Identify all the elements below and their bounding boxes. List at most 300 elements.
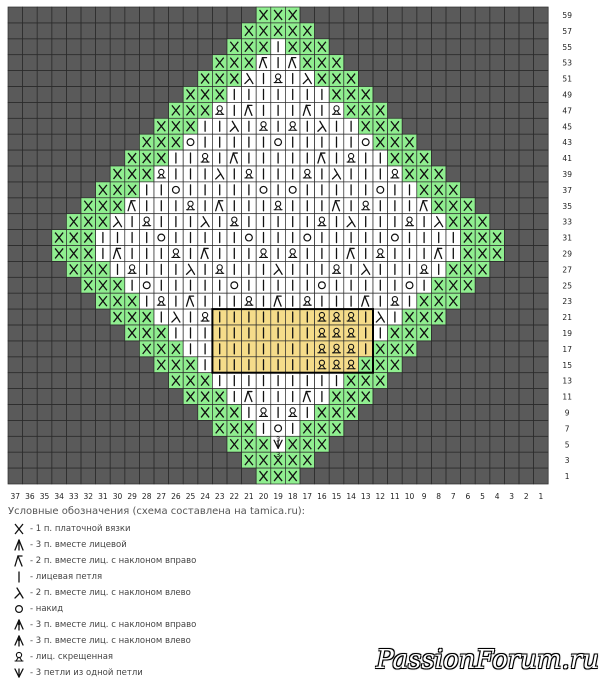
chart-cell-green (139, 150, 154, 166)
chart-cell (242, 246, 257, 262)
chart-cell (271, 293, 286, 309)
chart-cell (256, 277, 271, 293)
chart-cell (285, 341, 300, 357)
k3tog-right-icon (8, 618, 30, 632)
chart-cell (300, 261, 315, 277)
chart-cell-green (154, 357, 169, 373)
chart-cell (212, 309, 227, 325)
chart-cell (242, 405, 257, 421)
chart-cell (271, 118, 286, 134)
chart-cell-green (475, 246, 490, 262)
chart-cell (256, 357, 271, 373)
chart-cell (431, 246, 446, 262)
chart-cell (300, 198, 315, 214)
chart-cell (417, 214, 432, 230)
chart-cell-green (446, 214, 461, 230)
chart-cell-green (242, 436, 257, 452)
chart-cell-green (139, 325, 154, 341)
chart-cell (285, 357, 300, 373)
chart-cell (256, 102, 271, 118)
chart-cell (139, 198, 154, 214)
chart-cell (329, 166, 344, 182)
row-label: 25 (562, 281, 572, 291)
chart-cell-green (212, 420, 227, 436)
chart-cell (417, 261, 432, 277)
chart-cell (169, 150, 184, 166)
chart-cell (198, 293, 213, 309)
column-label: 5 (480, 492, 485, 500)
chart-cell (154, 214, 169, 230)
chart-cell (125, 246, 140, 262)
chart-cell (183, 230, 198, 246)
chart-cell-green (417, 309, 432, 325)
chart-cell-green (417, 166, 432, 182)
row-label: 43 (562, 138, 572, 148)
chart-cell (271, 102, 286, 118)
chart-cell-green (198, 373, 213, 389)
chart-cell-green (358, 102, 373, 118)
chart-cell (227, 166, 242, 182)
chart-cell (285, 182, 300, 198)
legend-item-text: - 3 петли из одной петли (30, 668, 143, 678)
legend-item (8, 585, 448, 601)
chart-cell-green (256, 23, 271, 39)
chart-cell-green (358, 357, 373, 373)
chart-cell-green (139, 166, 154, 182)
chart-cell-green (81, 246, 96, 262)
chart-cell (373, 309, 388, 325)
chart-cell (344, 357, 359, 373)
chart-cell (285, 389, 300, 405)
chart-cell (256, 293, 271, 309)
column-label: 1 (538, 492, 544, 500)
chart-cell (329, 118, 344, 134)
column-label: 2 (523, 492, 529, 500)
chart-cell (300, 357, 315, 373)
column-label: 25 (185, 492, 196, 500)
chart-cell-green (344, 405, 359, 421)
chart-cell (271, 341, 286, 357)
chart-cell (388, 182, 403, 198)
chart-cell (227, 277, 242, 293)
column-label: 26 (171, 492, 181, 500)
column-label: 21 (244, 492, 254, 500)
chart-cell (139, 293, 154, 309)
knit-icon (8, 570, 30, 584)
chart-cell (256, 309, 271, 325)
chart-cell (242, 102, 257, 118)
chart-cell-green (285, 468, 300, 484)
chart-cell (344, 214, 359, 230)
chart-cell (154, 198, 169, 214)
chart-cell-green (461, 214, 476, 230)
chart-cell (417, 246, 432, 262)
chart-cell (344, 150, 359, 166)
chart-cell (110, 246, 125, 262)
column-label: 3 (509, 492, 515, 500)
chart-cell-green (285, 452, 300, 468)
row-label: 39 (562, 169, 572, 179)
row-label: 9 (564, 408, 570, 418)
column-label: 23 (214, 492, 225, 500)
chart-cell (169, 261, 184, 277)
chart-cell (344, 246, 359, 262)
chart-cell-green (227, 420, 242, 436)
chart-cell (402, 246, 417, 262)
chart-cell (183, 309, 198, 325)
chart-cell (315, 150, 330, 166)
chart-cell-green (373, 341, 388, 357)
chart-cell (373, 182, 388, 198)
chart-cell (388, 293, 403, 309)
chart-cell (242, 214, 257, 230)
chart-cell-green (227, 436, 242, 452)
legend-item-text: - 2 п. вместе лиц. с наклоном влево (30, 588, 191, 598)
chart-cell (227, 261, 242, 277)
chart-cell (358, 134, 373, 150)
chart-cell-green (431, 309, 446, 325)
chart-cell (329, 373, 344, 389)
chart-cell-green (329, 389, 344, 405)
chart-cell (417, 198, 432, 214)
chart-cell-green (329, 71, 344, 87)
chart-cell (256, 261, 271, 277)
chart-cell (388, 277, 403, 293)
column-label: 37 (10, 492, 21, 500)
chart-cell (358, 325, 373, 341)
chart-cell (198, 134, 213, 150)
column-label: 24 (200, 492, 210, 500)
chart-cell (242, 166, 257, 182)
chart-cell (227, 246, 242, 262)
chart-cell (183, 150, 198, 166)
chart-cell (139, 214, 154, 230)
chart-cell (300, 214, 315, 230)
chart-cell (315, 87, 330, 103)
chart-cell-green (110, 198, 125, 214)
chart-cell (344, 134, 359, 150)
chart-cell (373, 166, 388, 182)
chart-cell (227, 150, 242, 166)
legend-item (8, 553, 448, 569)
chart-cell-green (52, 246, 67, 262)
chart-cell-green (96, 214, 111, 230)
chart-cell (227, 214, 242, 230)
chart-cell-green (154, 150, 169, 166)
row-label: 13 (562, 376, 572, 386)
chart-cell (315, 325, 330, 341)
chart-cell-green (81, 230, 96, 246)
chart-cell-green (256, 39, 271, 55)
column-label: 15 (331, 492, 342, 500)
chart-cell-green (212, 405, 227, 421)
chart-cell (329, 357, 344, 373)
chart-cell (271, 309, 286, 325)
chart-cell (315, 341, 330, 357)
chart-cell (169, 293, 184, 309)
column-label: 10 (404, 492, 415, 500)
chart-cell (388, 230, 403, 246)
row-label: 31 (562, 233, 572, 243)
chart-cell (198, 198, 213, 214)
chart-cell-green (373, 102, 388, 118)
chart-cell-green (66, 261, 81, 277)
chart-cell (169, 230, 184, 246)
chart-cell-green (373, 357, 388, 373)
chart-cell (256, 71, 271, 87)
chart-cell-green (96, 198, 111, 214)
chart-cell (300, 389, 315, 405)
chart-cell (125, 277, 140, 293)
chart-cell (344, 277, 359, 293)
chart-cell (198, 309, 213, 325)
chart-cell-green (139, 134, 154, 150)
chart-cell-green (227, 405, 242, 421)
chart-cell (315, 182, 330, 198)
chart-cell (329, 214, 344, 230)
chart-cell (139, 277, 154, 293)
chart-cell-green (461, 230, 476, 246)
chart-cell-green (198, 405, 213, 421)
chart-cell (154, 246, 169, 262)
chart-cell (329, 341, 344, 357)
chart-cell-green (315, 405, 330, 421)
chart-cell-green (271, 23, 286, 39)
chart-cell-green (431, 182, 446, 198)
chart-cell (242, 118, 257, 134)
chart-cell (285, 166, 300, 182)
chart-cell (373, 246, 388, 262)
chart-cell-green (198, 87, 213, 103)
chart-cell-green (388, 325, 403, 341)
chart-cell-green (475, 230, 490, 246)
chart-cell (154, 293, 169, 309)
chart-cell (256, 325, 271, 341)
chart-cell (212, 373, 227, 389)
chart-cell-green (169, 357, 184, 373)
chart-cell (183, 246, 198, 262)
chart-cell (198, 277, 213, 293)
chart-cell (198, 150, 213, 166)
chart-cell-green (344, 87, 359, 103)
chart-cell (125, 214, 140, 230)
chart-cell (212, 182, 227, 198)
chart-cell (271, 246, 286, 262)
chart-cell (344, 293, 359, 309)
chart-cell-green (66, 230, 81, 246)
column-label: 9 (421, 492, 427, 500)
chart-cell (402, 198, 417, 214)
chart-cell (315, 166, 330, 182)
chart-cell-green (300, 420, 315, 436)
chart-cell (300, 341, 315, 357)
chart-cell (227, 389, 242, 405)
column-label: 36 (25, 492, 35, 500)
chart-cell (271, 325, 286, 341)
chart-cell-green (96, 277, 111, 293)
column-label: 18 (287, 492, 298, 500)
chart-cell-green (315, 436, 330, 452)
chart-cell (402, 261, 417, 277)
column-label: 27 (156, 492, 167, 500)
chart-cell (227, 87, 242, 103)
chart-cell (169, 166, 184, 182)
chart-cell (227, 341, 242, 357)
chart-cell (227, 293, 242, 309)
chart-cell (271, 420, 286, 436)
three-label: 3 (275, 451, 281, 460)
chart-cell-green (227, 55, 242, 71)
chart-cell (431, 261, 446, 277)
chart-cell (256, 55, 271, 71)
row-label: 27 (562, 265, 572, 275)
chart-cell (315, 357, 330, 373)
chart-cell (373, 198, 388, 214)
chart-cell (300, 309, 315, 325)
row-label: 51 (562, 74, 572, 84)
crossed-stitch-icon (8, 522, 30, 536)
column-label: 6 (465, 492, 471, 500)
chart-cell (358, 182, 373, 198)
chart-cell-green (329, 55, 344, 71)
chart-cell-green (402, 150, 417, 166)
chart-cell (358, 309, 373, 325)
chart-cell (212, 118, 227, 134)
chart-cell (285, 309, 300, 325)
column-label: 12 (375, 492, 386, 500)
chart-cell (139, 230, 154, 246)
chart-cell-green (417, 325, 432, 341)
chart-cell-green (169, 102, 184, 118)
chart-cell (300, 182, 315, 198)
row-label: 21 (562, 313, 572, 323)
chart-cell (242, 150, 257, 166)
chart-cell-green (402, 309, 417, 325)
chart-cell (300, 87, 315, 103)
chart-cell (125, 198, 140, 214)
row-label: 29 (562, 249, 572, 259)
chart-cell-green (183, 118, 198, 134)
chart-cell (256, 198, 271, 214)
chart-cell (169, 325, 184, 341)
chart-cell (402, 293, 417, 309)
chart-cell-green (344, 389, 359, 405)
chart-cell-green (344, 373, 359, 389)
chart-cell (285, 420, 300, 436)
chart-cell (139, 261, 154, 277)
chart-cell-green (358, 118, 373, 134)
chart-cell (212, 134, 227, 150)
column-label: 34 (54, 492, 64, 500)
column-label: 32 (83, 492, 94, 500)
chart-cell-green (96, 182, 111, 198)
chart-cell (198, 182, 213, 198)
chart-cell-green (417, 182, 432, 198)
chart-cell-green (183, 389, 198, 405)
chart-cell (329, 150, 344, 166)
row-label: 49 (562, 90, 572, 100)
chart-cell-green (358, 389, 373, 405)
chart-cell (256, 405, 271, 421)
chart-cell-green (300, 39, 315, 55)
chart-cell (227, 118, 242, 134)
chart-cell (373, 261, 388, 277)
chart-cell (242, 341, 257, 357)
chart-cell (198, 357, 213, 373)
chart-cell (271, 261, 286, 277)
chart-cell (446, 246, 461, 262)
chart-cell (315, 198, 330, 214)
chart-cell (212, 325, 227, 341)
chart-cell-green (431, 198, 446, 214)
chart-cell-green (242, 452, 257, 468)
row-label: 23 (562, 297, 572, 307)
chart-cell (285, 198, 300, 214)
chart-cell (373, 293, 388, 309)
chart-cell (300, 293, 315, 309)
chart-cell (125, 230, 140, 246)
chart-cell (315, 277, 330, 293)
chart-cell (329, 309, 344, 325)
chart-cell-green (154, 118, 169, 134)
chart-cell (329, 134, 344, 150)
chart-cell (344, 230, 359, 246)
chart-cell (315, 309, 330, 325)
chart-cell (271, 230, 286, 246)
chart-cell (431, 230, 446, 246)
row-label: 45 (562, 122, 572, 132)
chart-cell-green (388, 341, 403, 357)
chart-cell-green (300, 23, 315, 39)
chart-cell-green (81, 198, 96, 214)
chart-cell (212, 277, 227, 293)
chart-cell (344, 118, 359, 134)
chart-cell-green (329, 405, 344, 421)
chart-cell-green (461, 198, 476, 214)
chart-cell-green (285, 39, 300, 55)
chart-cell (198, 341, 213, 357)
chart-cell (271, 405, 286, 421)
chart-cell (300, 150, 315, 166)
chart-cell (388, 214, 403, 230)
chart-cell-green (300, 55, 315, 71)
chart-cell (329, 246, 344, 262)
row-label: 37 (562, 185, 572, 195)
chart-cell-green (344, 71, 359, 87)
chart-cell (315, 293, 330, 309)
chart-cell (285, 71, 300, 87)
chart-cell-green (285, 23, 300, 39)
chart-cell-green (125, 325, 140, 341)
chart-cell-green (446, 293, 461, 309)
legend-item-text: - 1 п. платочной вязки (30, 524, 131, 534)
chart-cell-green (242, 39, 257, 55)
chart-cell (212, 214, 227, 230)
chart-cell-green (271, 468, 286, 484)
chart-cell (300, 166, 315, 182)
chart-cell-green (154, 325, 169, 341)
column-label: 16 (317, 492, 327, 500)
chart-cell (256, 134, 271, 150)
chart-cell-green (125, 150, 140, 166)
chart-cell (402, 182, 417, 198)
chart-cell (96, 230, 111, 246)
chart-cell (110, 230, 125, 246)
chart-cell (169, 198, 184, 214)
chart-cell (212, 198, 227, 214)
chart-cell (212, 102, 227, 118)
chart-cell (300, 134, 315, 150)
